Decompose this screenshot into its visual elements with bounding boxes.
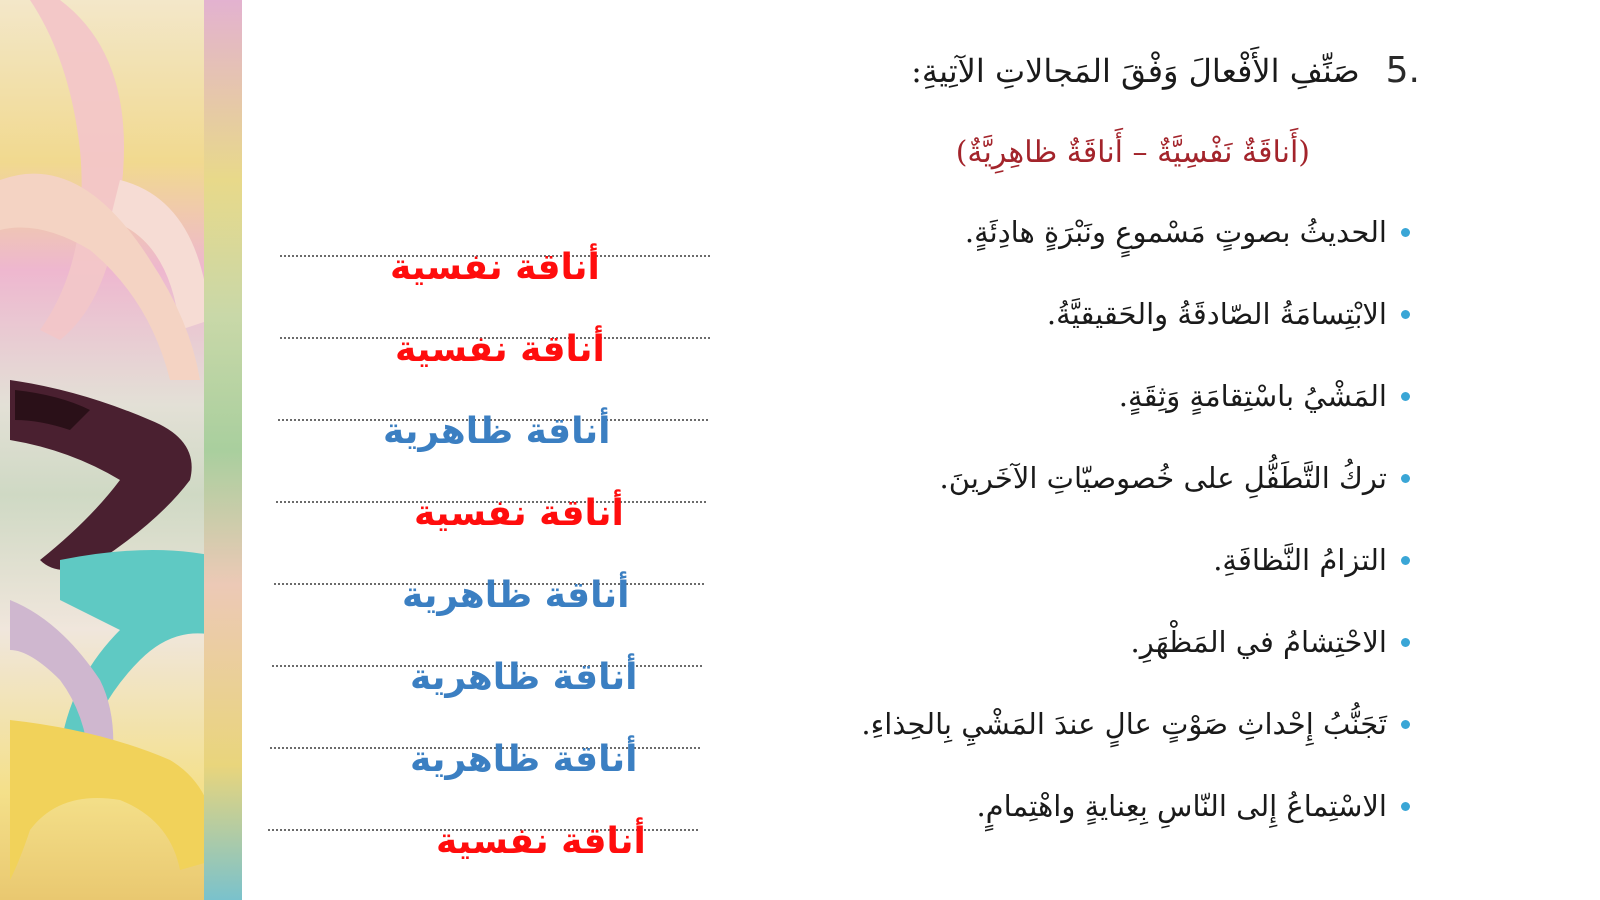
answer-text: أناقة ظاهرية — [383, 411, 611, 452]
statement — [976, 789, 1410, 823]
statement-text: التزامُ النَّظافَةِ. — [1213, 543, 1387, 577]
answer-blank[interactable] — [280, 247, 710, 288]
statement — [1213, 543, 1410, 577]
answer-blank[interactable] — [276, 493, 706, 534]
bullet-icon — [1401, 228, 1410, 237]
statement — [861, 707, 1410, 741]
bullet-icon — [1401, 556, 1410, 565]
statement — [1047, 297, 1410, 331]
bullet-icon — [1401, 638, 1410, 647]
statement-text: تركُ التَّطَفُّلِ على خُصوصيّاتِ الآخَرينَ. — [939, 461, 1387, 495]
statement — [1131, 625, 1410, 659]
answer-text: أناقة ظاهرية — [410, 739, 638, 780]
answer-blank[interactable] — [270, 739, 700, 780]
answer-blank[interactable] — [280, 329, 710, 370]
statement-text: الحديثُ بصوتٍ مَسْموعٍ ونَبْرَةٍ هادِئَةٍ. — [964, 215, 1387, 249]
list-item — [0, 543, 1600, 623]
question-header — [911, 50, 1420, 91]
bullet-icon — [1401, 802, 1410, 811]
answer-text: أناقة نفسية — [414, 493, 624, 534]
list-item — [0, 625, 1600, 705]
answer-text: أناقة ظاهرية — [402, 575, 630, 616]
statement-text: المَشْيُ باسْتِقامَةٍ وَثِقَةٍ. — [1118, 379, 1387, 413]
bullet-icon — [1401, 310, 1410, 319]
list-item — [0, 297, 1600, 377]
bullet-icon — [1401, 474, 1410, 483]
statement-text: الاسْتِماعُ إِلى النّاسِ بِعِنايةٍ واهْتِمامٍ. — [976, 789, 1387, 823]
question-number: .5 — [1385, 50, 1420, 91]
answer-blank[interactable] — [272, 657, 702, 698]
answer-blank[interactable] — [268, 821, 698, 862]
list-item — [0, 707, 1600, 787]
statement — [965, 215, 1410, 249]
answer-text: أناقة نفسية — [395, 329, 605, 370]
bullet-icon — [1401, 720, 1410, 729]
question-categories: (أَناقَةٌ نَفْسِيَّةٌ – أَناقَةٌ ظاهِرِيَّةٌ) — [955, 135, 1310, 170]
classification-list — [0, 215, 1600, 862]
answer-text: أناقة نفسية — [436, 821, 646, 862]
statement — [1119, 379, 1410, 413]
question-title: صَنِّفِ الأَفْعالَ وَفْقَ المَجالاتِ الآتِيةِ: — [911, 52, 1360, 90]
answer-text: أناقة نفسية — [390, 247, 600, 288]
bullet-icon — [1401, 392, 1410, 401]
statement — [940, 461, 1410, 495]
list-item — [0, 461, 1600, 541]
answer-text: أناقة ظاهرية — [410, 657, 638, 698]
answer-blank[interactable] — [274, 575, 704, 616]
statement-text: تَجَنُّبُ إِحْداثِ صَوْتٍ عالٍ عندَ المَشْيِ بِالحِذاءِ. — [861, 707, 1387, 741]
list-item — [0, 789, 1600, 869]
list-item — [0, 215, 1600, 295]
statement-text: الابْتِسامَةُ الصّادقَةُ والحَقيقيَّةُ. — [1046, 297, 1387, 331]
list-item — [0, 379, 1600, 459]
statement-text: الاحْتِشامُ في المَظْهَرِ. — [1130, 625, 1387, 659]
answer-blank[interactable] — [278, 411, 708, 452]
